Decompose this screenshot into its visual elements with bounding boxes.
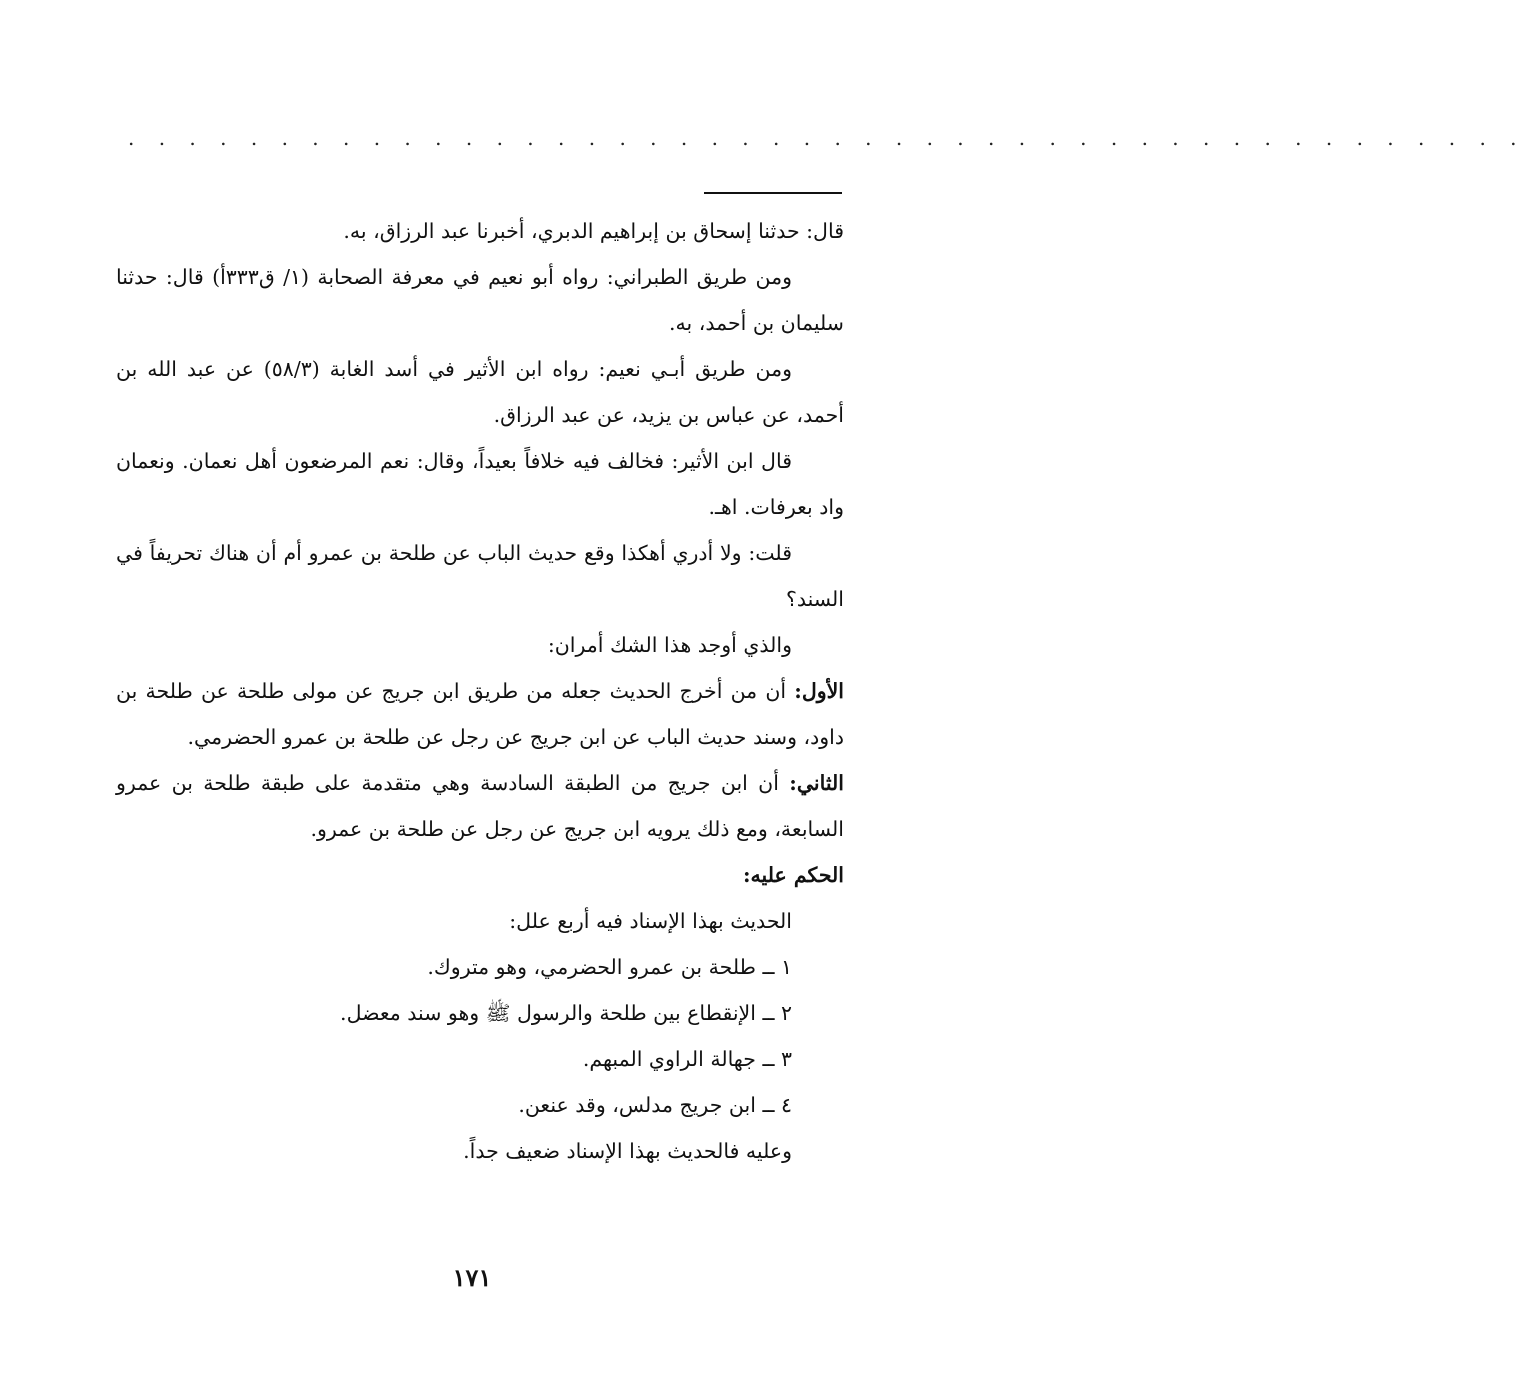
dotted-separator: . . . . . . . . . . . . . . . . . . . . . . . . . . . . . . . . . . . . . . . . . . . . . . xyxy=(128,126,1526,150)
reason-label: الثاني: xyxy=(789,771,844,795)
reason-second xyxy=(116,760,844,852)
conclusion: وعليه فالحديث بهذا الإسناد ضعيف جداً. xyxy=(463,1139,792,1163)
footnote-rule xyxy=(704,192,842,194)
defect-item: ٤ ــ ابن جريج مدلس، وقد عنعن. xyxy=(518,1093,792,1117)
paragraph: قال ابن الأثير: فخالف فيه خلافاً بعيداً، وقال: نعم المرضعون أهل نعمان. ونعمان واد بعرفات. اهـ. xyxy=(116,449,844,519)
reason-label: الأول: xyxy=(794,679,844,703)
defect-item: ٢ ــ الإنقطاع بين طلحة والرسول ﷺ وهو سند معضل. xyxy=(340,1001,792,1025)
paragraph: ومن طريق أبـي نعيم: رواه ابن الأثير في أسد الغابة (٥٨/٣) عن عبد الله بن أحمد، عن عباس بن يزيد، عن عبد الرزاق. xyxy=(116,357,844,427)
ruling-heading: الحكم عليه: xyxy=(742,863,844,887)
paragraph: والذي أوجد هذا الشك أمران: xyxy=(547,633,792,657)
ruling-intro: الحديث بهذا الإسناد فيه أربع علل: xyxy=(509,909,792,933)
paragraph: قال: حدثنا إسحاق بن إبراهيم الدبري، أخبرنا عبد الرزاق، به. xyxy=(343,219,844,243)
page-body xyxy=(116,208,844,1174)
defect-item: ١ ــ طلحة بن عمرو الحضرمي، وهو متروك. xyxy=(427,955,792,979)
reason-text: أن من أخرج الحديث جعله من طريق ابن جريج عن مولى طلحة عن طلحة بن داود، وسند حديث الباب عن ابن جريج عن رجل عن طلحة بن عمرو الحضرمي. xyxy=(116,679,844,749)
paragraph: ومن طريق الطبراني: رواه أبو نعيم في معرفة الصحابة (١/ ق٣٣٣أ) قال: حدثنا سليمان بن أحمد، به. xyxy=(116,265,844,335)
page-number: ١٧١ xyxy=(452,1263,492,1292)
paragraph: قلت: ولا أدري أهكذا وقع حديث الباب عن طلحة بن عمرو أم أن هناك تحريفاً في السند؟ xyxy=(116,541,844,611)
defect-item: ٣ ــ جهالة الراوي المبهم. xyxy=(582,1047,792,1071)
reason-first xyxy=(116,668,844,760)
reason-text: أن ابن جريج من الطبقة السادسة وهي متقدمة على طبقة طلحة بن عمرو السابعة، ومع ذلك يرويه ابن جريج عن رجل عن طلحة بن عمرو. xyxy=(116,771,844,841)
